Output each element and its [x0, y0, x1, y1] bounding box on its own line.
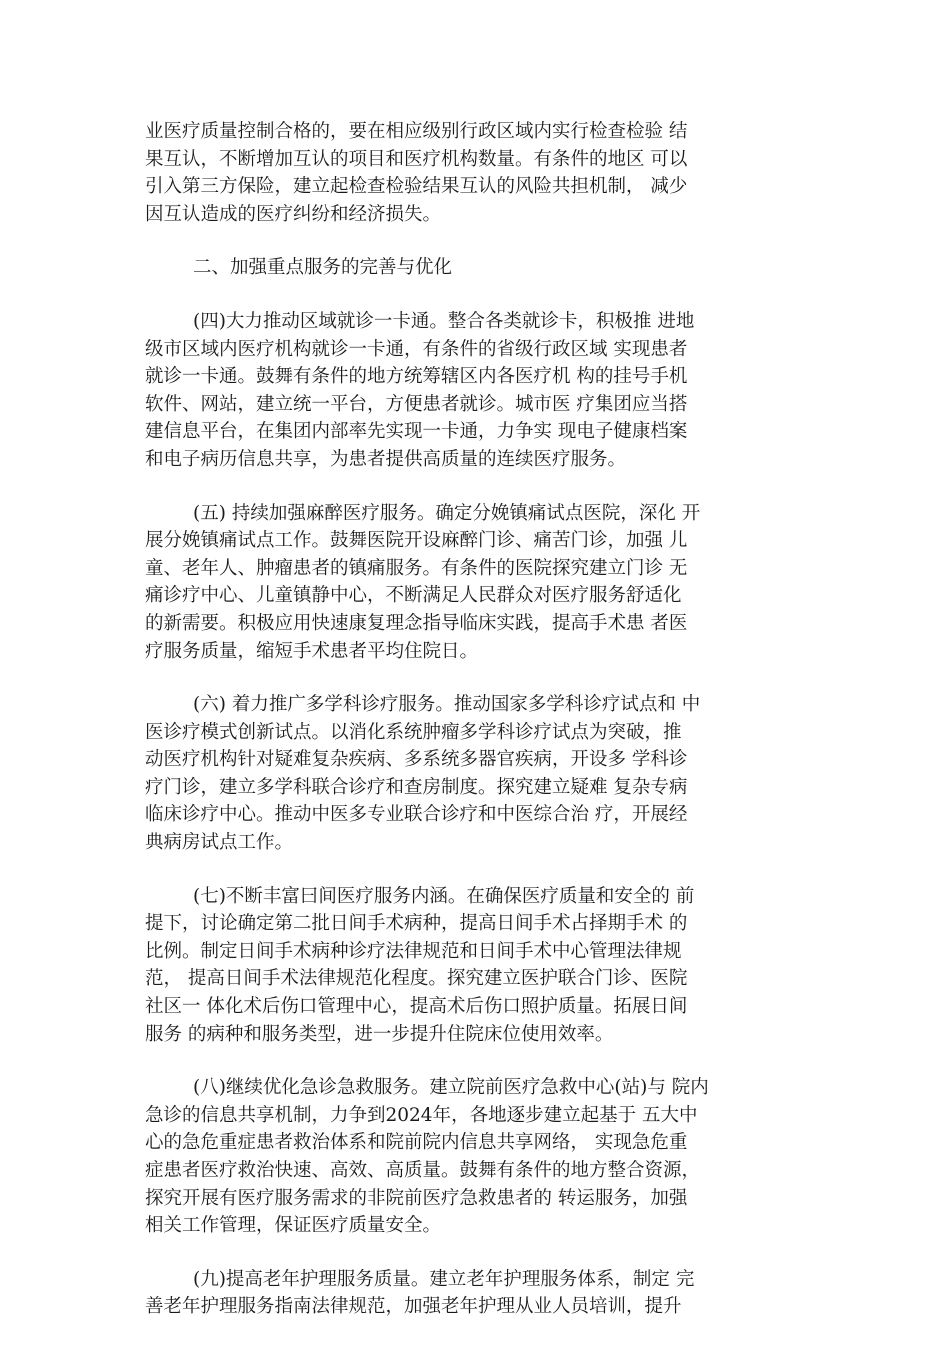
text-line: 软件、网站，建立统一平台，方便患者就诊。城市医 疗集团应当搭: [145, 393, 688, 415]
text-line: (九)提高老年护理服务质量。建立老年护理服务体系，制定 完: [193, 1268, 695, 1290]
text-line: 痛诊疗中心、儿童镇静中心，不断满足人民群众对医疗服务舒适化: [145, 585, 682, 607]
text-line: 级市区域内医疗机构就诊一卡通，有条件的省级行政区域 实现患者: [145, 338, 688, 360]
heading-text: 二、加强重点服务的完善与优化: [193, 257, 453, 279]
text-line: 就诊一卡通。鼓舞有条件的地方统筹辖区内各医疗机 构的挂号手机: [145, 366, 688, 388]
paragraph-item-6: [145, 691, 821, 857]
text-line: 善老年护理服务指南法律规范，加强老年护理从业人员培训，提升: [145, 1296, 682, 1318]
text-line: (八)继续优化急诊急救服务。建立院前医疗急救中心(站)与 院内: [193, 1077, 709, 1099]
document-page: [145, 118, 821, 1347]
text-line: 疗门诊，建立多学科联合诊疗和查房制度。探究建立疑难 复杂专病: [145, 776, 688, 798]
paragraph-item-8: [145, 1074, 821, 1240]
text-line: 社区一 体化术后伤口管理中心，提高术后伤口照护质量。拓展日间: [145, 996, 688, 1018]
text-line: 医诊疗模式创新试点。以消化系统肿瘤多学科诊疗试点为突破，推: [145, 721, 682, 743]
text-line: (四)大力推动区域就诊一卡通。整合各类就诊卡，积极推 进地: [193, 310, 695, 332]
text-line: 相关工作管理，保证医疗质量安全。: [145, 1215, 442, 1237]
text-line: 提下，讨论确定第二批日间手术病种，提高日间手术占择期手术 的: [145, 913, 688, 935]
text-line: 疗服务质量，缩短手术患者平均住院日。: [145, 640, 479, 662]
text-line: (六) 着力推广多学科诊疗服务。推动国家多学科诊疗试点和 中: [193, 694, 701, 716]
text-line: 临床诊疗中心。推动中医多专业联合诊疗和中医综合治 疗，开展经: [145, 804, 688, 826]
text-line: 引入第三方保险，建立起检查检验结果互认的风险共担机制， 减少: [145, 176, 688, 198]
text-line: 童、老年人、肿瘤患者的镇痛服务。有条件的医院探究建立门诊 无: [145, 557, 688, 579]
paragraph-item-9: [145, 1266, 821, 1321]
text-line: 典病房试点工作。: [145, 832, 294, 854]
text-line: 建信息平台，在集团内部率先实现一卡通，力争实 现电子健康档案: [145, 421, 688, 443]
section-heading: [145, 254, 821, 282]
text-line: 急诊的信息共享机制，力争到2024年，各地逐步建立起基于 五大中: [145, 1104, 698, 1126]
text-line: 和电子病历信息共享，为患者提供高质量的连续医疗服务。: [145, 448, 627, 470]
text-line: 业医疗质量控制合格的，要在相应级别行政区域内实行检查检验 结: [145, 121, 688, 142]
text-line: 动医疗机构针对疑难复杂疾病、多系统多器官疾病，开设多 学科诊: [145, 749, 688, 771]
text-line: 的新需要。积极应用快速康复理念指导临床实践，提高手术患 者医: [145, 612, 688, 634]
text-line: 范， 提高日间手术法律规范化程度。探究建立医护联合门诊、医院: [145, 968, 688, 990]
text-line: 探究开展有医疗服务需求的非院前医疗急救患者的 转运服务，加强: [145, 1187, 688, 1209]
text-line: 比例。制定日间手术病种诊疗法律规范和日间手术中心管理法律规: [145, 940, 682, 962]
text-line: (五) 持续加强麻醉医疗服务。确定分娩镇痛试点医院，深化 开: [193, 502, 701, 524]
text-line: 因互认造成的医疗纠纷和经济损失。: [145, 203, 442, 225]
text-line: (七)不断丰富曰间医疗服务内涵。在确保医疗质量和安全的 前: [193, 885, 695, 907]
text-line: 展分娩镇痛试点工作。鼓舞医院开设麻醉门诊、痛苦门诊，加强 儿: [145, 530, 688, 552]
paragraph-continuation: [145, 118, 821, 228]
paragraph-item-7: [145, 883, 821, 1049]
paragraph-item-5: [145, 500, 821, 666]
text-line: 症患者医疗救治快速、高效、高质量。鼓舞有条件的地方整合资源，: [145, 1160, 701, 1181]
text-line: 服务 的病种和服务类型，进一步提升住院床位使用效率。: [145, 1023, 614, 1045]
text-line: 果互认，不断增加互认的项目和医疗机构数量。有条件的地区 可以: [145, 148, 688, 170]
text-line: 心的急危重症患者救治体系和院前院内信息共享网络， 实现急危重: [145, 1132, 688, 1154]
paragraph-item-4: [145, 308, 821, 474]
